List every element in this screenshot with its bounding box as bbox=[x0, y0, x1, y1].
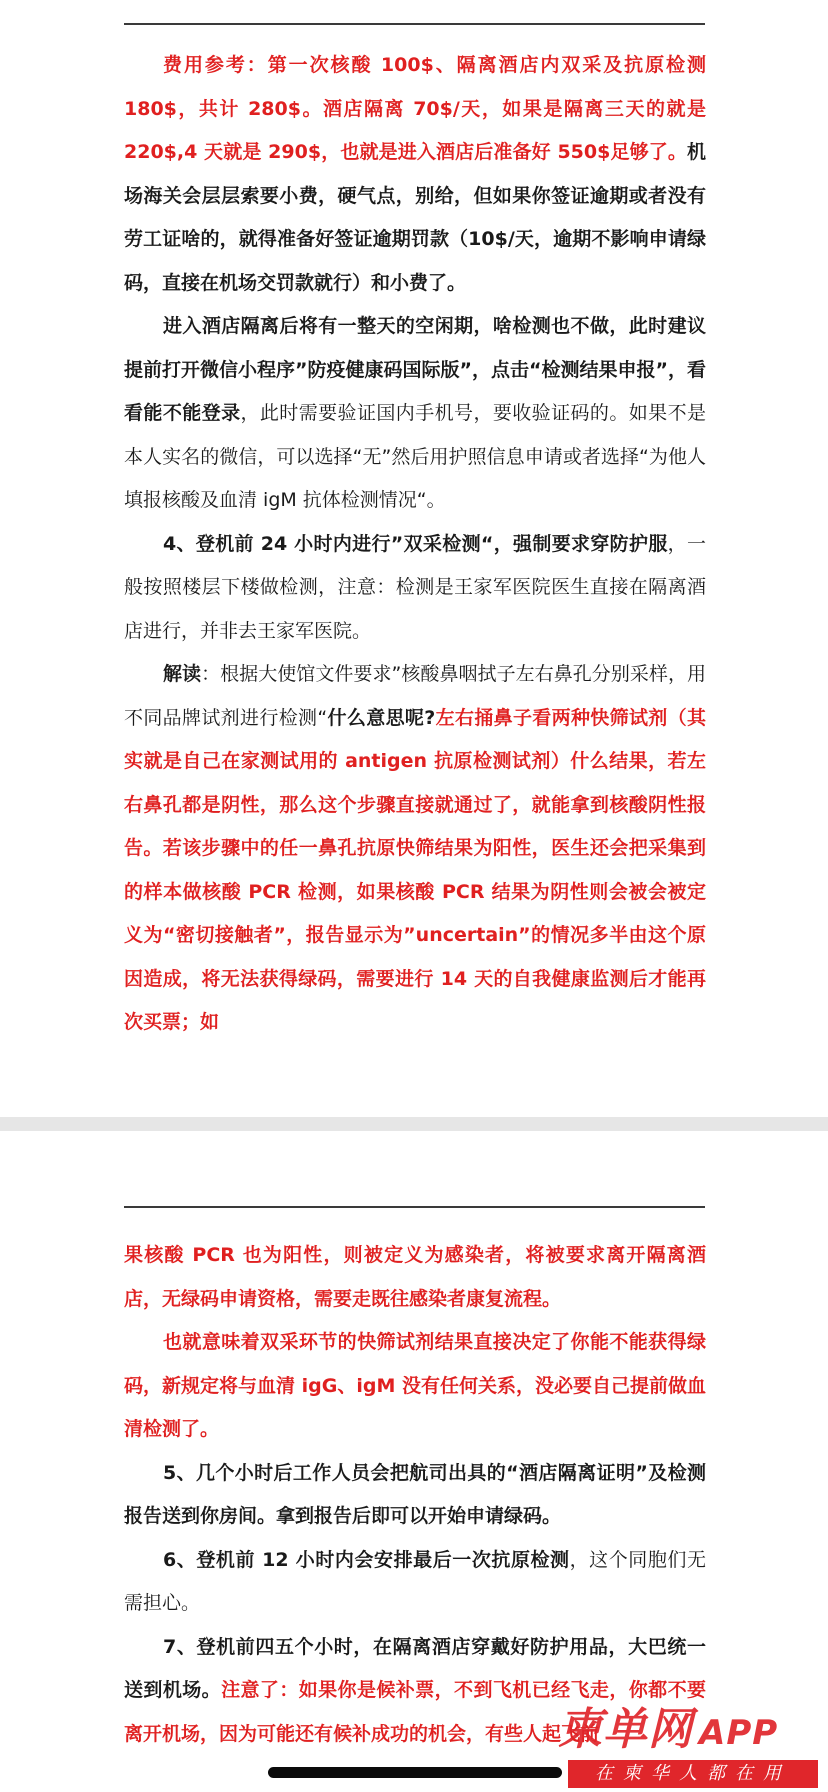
paragraph-cost-reference bbox=[124, 44, 706, 305]
bold-text: 6、登机前 12 小时内会安排最后一次抗原检测 bbox=[163, 1548, 570, 1571]
bold-text: 7、登机前四五个小时，在隔离酒店穿戴好防护用品，大巴统一送到机场。 bbox=[124, 1635, 706, 1701]
bold-text: 什么意思呢? bbox=[327, 706, 436, 729]
plain-text: ，这个同胞们无需担心。 bbox=[124, 1548, 706, 1614]
paragraph-continued bbox=[124, 1234, 706, 1321]
paragraph-step-4 bbox=[124, 523, 706, 654]
document-page-2 bbox=[0, 1131, 828, 1792]
paragraph-step-6 bbox=[124, 1539, 706, 1626]
bold-text: 4、登机前 24 小时内进行”双采检测“，强制要求穿防护服 bbox=[163, 532, 668, 555]
red-text: 也就意味着双采环节的快筛试剂结果直接决定了你能不能获得绿码，新规定将与血清 igG、igM 没有任何关系，没必要自己提前做血清检测了。 bbox=[124, 1331, 706, 1440]
red-text: 左右捅鼻子看两种快筛试剂（其实就是自己在家测试用的 antigen 抗原检测试剂）什么结果，若左右鼻孔都是阴性，那么这个步骤直接就通过了，就能拿到核酸阴性报告。若该步骤中的任一鼻孔抗原快筛结果为阳性，医生还会把采集到的样本做核酸 PCR 检测，如果核酸 PCR 结果为阴性则会被会被定义为“密切接触者”，报告显示为”uncertain”的情况多半由这个原因造成，将无法获得绿码，需要进行 14 天的自我健康监测后才能再次买票；如 bbox=[124, 706, 706, 1033]
bold-text: 5、几个小时后工作人员会把航司出具的“酒店隔离证明”及检测报告送到你房间。拿到报告后即可以开始申请绿码。 bbox=[124, 1461, 706, 1527]
page-1-text bbox=[124, 44, 706, 1045]
home-indicator[interactable] bbox=[268, 1767, 562, 1778]
watermark-app: APP bbox=[699, 1713, 779, 1753]
header-rule bbox=[124, 23, 705, 25]
watermark-logo bbox=[558, 1698, 778, 1758]
bold-text: 进入酒店隔离后将有一整天的空闲期，啥检测也不做，此时建议提前打开微信小程序”防疫健康码国际版”，点击“检测结果申报”，看看能不能登录 bbox=[124, 315, 706, 424]
plain-text: ：根据大使馆文件要求”核酸鼻咽拭子左右鼻孔分别采样，用不同品牌试剂进行检测“ bbox=[124, 663, 706, 729]
bold-text: 解读 bbox=[163, 663, 202, 685]
page-2-text bbox=[124, 1234, 706, 1756]
paragraph-interpretation bbox=[124, 653, 706, 1045]
paragraph-hotel-quarantine bbox=[124, 305, 706, 523]
watermark-brand: 柬单网 bbox=[558, 1704, 693, 1755]
plain-text: ，一般按照楼层下楼做检测，注意：检测是王家军医院医生直接在隔离酒店进行，并非去王家军医院。 bbox=[124, 532, 706, 642]
red-text: 果核酸 PCR 也为阳性，则被定义为感染者，将被要求离开隔离酒店，无绿码申请资格，需要走既往感染者康复流程。 bbox=[124, 1244, 706, 1310]
plain-text: ，此时需要验证国内手机号，要收验证码的。如果不是本人实名的微信，可以选择“无”然后用护照信息申请或者选择“为他人填报核酸及血清 igM 抗体检测情况“。 bbox=[124, 402, 706, 511]
watermark-slogan: 在柬华人都在用 bbox=[568, 1760, 818, 1788]
red-text: 费用参考：第一次核酸 100$、隔离酒店内双采及抗原检测 180$，共计 280$。酒店隔离 70$/天，如果是隔离三天的就是 220$,4 天就是 290$，也就是进入酒店后准备好 550$足够了。 bbox=[124, 54, 706, 163]
paragraph-rapid-test-meaning bbox=[124, 1321, 706, 1452]
red-text: 注意了：如果你是候补票，不到飞机已经飞走，你都不要离开机场，因为可能还有候补成功的机会，有些人起飞前 bbox=[124, 1679, 706, 1745]
header-rule bbox=[124, 1206, 705, 1208]
app-watermark bbox=[558, 1698, 820, 1792]
paragraph-step-5 bbox=[124, 1452, 706, 1539]
bold-text: 机场海关会层层索要小费，硬气点，别给，但如果你签证逾期或者没有劳工证啥的，就得准备好签证逾期罚款（10$/天，逾期不影响申请绿码，直接在机场交罚款就行）和小费了。 bbox=[124, 141, 706, 294]
